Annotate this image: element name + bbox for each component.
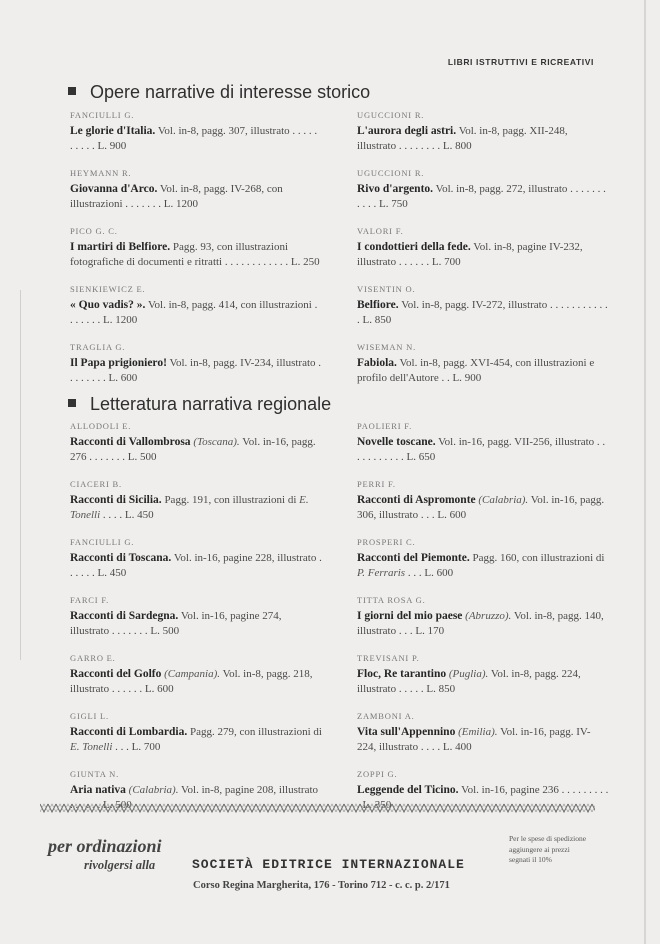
book-title: Fabiola.: [357, 357, 397, 369]
book-details: Pagg. 160, con illustrazioni di: [472, 552, 605, 564]
book-description: [357, 667, 609, 696]
book-author: TRAGLIA G.: [70, 342, 126, 352]
book-region: (Campania).: [164, 668, 221, 680]
book-description: [357, 182, 609, 211]
book-author: FARCI F.: [70, 595, 110, 605]
book-entry: [70, 342, 322, 400]
book-description: [357, 356, 609, 385]
book-entry: [357, 769, 609, 827]
book-price: 250: [303, 255, 320, 268]
book-details: Vol. in-16, pagine 228, illustrato . . . . . . L.: [70, 552, 322, 579]
publisher-address: Corso Regina Margherita, 176 - Torino 712 - c. c. p. 2/171: [193, 880, 450, 891]
book-description: [70, 667, 322, 696]
book-entry: [70, 421, 322, 479]
binding-margin: [0, 290, 21, 660]
book-author: PERRI F.: [357, 479, 396, 489]
book-price: 1200: [115, 313, 138, 326]
book-title: Il Papa prigioniero!: [70, 357, 167, 369]
book-author: GIGLI L.: [70, 711, 109, 721]
book-entry: [357, 479, 609, 537]
book-title: Racconti di Lombardia.: [70, 726, 188, 738]
book-price: 900: [464, 371, 482, 384]
book-author: WISEMAN N.: [357, 342, 416, 352]
book-entry: [357, 342, 609, 400]
book-price: 750: [391, 197, 408, 210]
historical-right-column: [357, 110, 609, 400]
book-title: Belfiore.: [357, 299, 399, 311]
book-author: UGUCCIONI R.: [357, 110, 425, 120]
book-entry: [70, 537, 322, 595]
book-entry: [70, 168, 322, 226]
book-author: FANCIULLI G.: [70, 537, 135, 547]
book-details: Vol. in-16, pagg. 276 . . . . . . . L.: [70, 436, 316, 463]
book-author: PAOLIERI F.: [357, 421, 413, 431]
book-description: [357, 551, 609, 580]
book-details: Vol. in-8, pagg. 224, illustrato . . . . . L.: [357, 668, 581, 695]
book-author: VALORI F.: [357, 226, 404, 236]
book-title: Novelle toscane.: [357, 436, 436, 448]
book-title: Rivo d'argento.: [357, 183, 434, 195]
book-description: [70, 609, 322, 638]
book-title: L'aurora degli astri.: [357, 125, 457, 137]
book-entry: [357, 421, 609, 479]
book-entry: [357, 110, 609, 168]
book-price: 600: [449, 508, 467, 521]
section-title-text: Opere narrative di interesse storico: [90, 82, 371, 102]
book-price: 800: [455, 139, 472, 152]
book-illustrator: E. Tonelli: [70, 740, 113, 753]
book-description: [357, 609, 609, 638]
book-entry: [70, 653, 322, 711]
book-details: Vol. in-16, pagine 274, illustrato . . . . . . . L.: [70, 610, 282, 637]
book-details: Vol. in-16, pagine 236 . . . . . . . . .: [461, 784, 609, 796]
book-region: (Calabria).: [128, 784, 179, 796]
book-title: Vita sull'Appennino: [357, 726, 456, 738]
book-price: 850: [438, 682, 456, 695]
book-title: Leggende del Ticino.: [357, 784, 459, 796]
book-entry: [357, 537, 609, 595]
book-description: [357, 435, 609, 464]
book-title: Racconti del Golfo: [70, 668, 162, 680]
book-title: Racconti di Toscana.: [70, 552, 172, 564]
book-title: Racconti di Sicilia.: [70, 494, 162, 506]
book-description: [70, 240, 322, 269]
book-author: ZOPPI G.: [357, 769, 398, 779]
regional-left-column: [70, 421, 322, 827]
book-price: 500: [139, 450, 157, 463]
book-description: [70, 725, 322, 754]
book-description: [70, 551, 322, 580]
book-entry: [357, 284, 609, 342]
book-description: [70, 124, 322, 153]
book-description: [357, 124, 609, 153]
section-title-historical: [68, 82, 370, 103]
historical-left-column: [70, 110, 322, 400]
book-price: 450: [137, 508, 154, 521]
book-author: PICO G. C.: [70, 226, 118, 236]
book-title: Racconti di Sardegna.: [70, 610, 179, 622]
book-author: PROSPERI C.: [357, 537, 416, 547]
book-details: Vol. in-8, pagg. XII-248, illustrato . . . . . . . . L.: [357, 125, 568, 152]
book-region: (Toscana).: [193, 436, 240, 448]
book-entry: [70, 769, 322, 827]
book-price: 1200: [176, 197, 199, 210]
book-description: [357, 240, 609, 269]
book-price: 600: [157, 682, 174, 695]
book-author: TITTA ROSA G.: [357, 595, 426, 605]
book-details: Vol. in-8, pagg. XVI-454, con illustrazioni e profilo dell'Autore . . L.: [357, 357, 595, 384]
book-author: UGUCCIONI R.: [357, 168, 425, 178]
book-title: Racconti del Piemonte.: [357, 552, 470, 564]
book-price: 850: [374, 313, 392, 326]
decorative-border: [40, 801, 595, 815]
section-title-regional: [68, 394, 331, 415]
book-details: Vol. in-8, pagg. 414, con illustrazioni . . . . . . . L.: [70, 299, 318, 326]
book-region: (Calabria).: [478, 494, 529, 506]
book-description: [70, 435, 322, 464]
book-details: Pagg. 191, con illustrazioni di: [164, 494, 297, 506]
book-details: Vol. in-16, pagg. VII-256, illustrato . . . . . . . . . . . L.: [357, 436, 606, 463]
book-entry: [70, 110, 322, 168]
publisher-name: SOCIETÀ EDITRICE INTERNAZIONALE: [192, 857, 465, 872]
book-details-continued: . . . L.: [115, 740, 142, 753]
book-author: VISENTIN O.: [357, 284, 416, 294]
book-price: 700: [444, 255, 461, 268]
book-entry: [357, 653, 609, 711]
book-author: GARRO E.: [70, 653, 116, 663]
page-edge: [644, 0, 646, 944]
book-author: SIENKIEWICZ E.: [70, 284, 146, 294]
book-price: 700: [143, 740, 161, 753]
book-author: HEYMANN R.: [70, 168, 132, 178]
book-details: Vol. in-16, pagg. IV-224, illustrato . . . . L.: [357, 726, 591, 753]
book-title: Le glorie d'Italia.: [70, 125, 156, 137]
book-entry: [70, 284, 322, 342]
book-description: [70, 493, 322, 522]
book-entry: [357, 595, 609, 653]
book-price: 900: [109, 139, 127, 152]
book-entry: [357, 226, 609, 284]
book-region: (Emilia).: [458, 726, 498, 738]
book-region: (Puglia).: [448, 668, 489, 680]
book-price: 600: [436, 566, 454, 579]
book-region: (Abruzzo).: [465, 610, 512, 622]
book-details: Vol. in-8, pagine 208, illustrato: [181, 784, 319, 796]
book-description: [70, 356, 322, 385]
book-entry: [357, 711, 609, 769]
book-details: Vol. in-16, pagg. 306, illustrato . . . L.: [357, 494, 605, 521]
book-details: Vol. in-8, pagg. IV-268, con illustrazioni . . . . . . . L.: [70, 183, 283, 210]
book-title: I condottieri della fede.: [357, 241, 471, 253]
book-details: Pagg. 93, con illustrazioni fotografiche di documenti e ritratti . . . . . . . . . . . . L.: [70, 241, 301, 268]
book-author: ZAMBONI A.: [357, 711, 415, 721]
order-instruction-line2: rivolgersi alla: [84, 858, 156, 872]
book-price: 600: [120, 371, 138, 384]
book-details-continued: . . . . L.: [102, 508, 135, 521]
book-title: Racconti di Aspromonte: [357, 494, 476, 506]
book-title: I giorni del mio paese: [357, 610, 463, 622]
book-entry: [357, 168, 609, 226]
book-entry: [70, 226, 322, 284]
book-details: Pagg. 279, con illustrazioni di: [190, 726, 322, 738]
book-details: Vol. in-8, pagg. 140, illustrato . . . L.: [357, 610, 604, 637]
book-entry: [70, 479, 322, 537]
book-details: Vol. in-8, pagine IV-232, illustrato . . . . . . L.: [357, 241, 583, 268]
book-price: 500: [162, 624, 180, 637]
book-price: 450: [109, 566, 127, 579]
book-description: [357, 298, 609, 327]
book-description: [70, 182, 322, 211]
book-illustrator: E. Tonelli: [70, 494, 309, 521]
running-head: LIBRI ISTRUTTIVI E RICREATIVI: [447, 57, 594, 67]
book-description: [70, 298, 322, 327]
book-price: 170: [427, 624, 445, 637]
book-title: I martiri di Belfiore.: [70, 241, 171, 253]
book-illustrator: P. Ferraris: [357, 566, 406, 579]
book-author: GIUNTA N.: [70, 769, 120, 779]
book-title: Floc, Re tarantino: [357, 668, 447, 680]
book-author: TREVISANI P.: [357, 653, 420, 663]
section-bullet: [68, 87, 76, 95]
book-author: FANCIULLI G.: [70, 110, 135, 120]
book-author: ALLODOLI E.: [70, 421, 132, 431]
book-details: Vol. in-8, pagg. IV-234, illustrato . . . . . . . . L.: [70, 357, 322, 384]
book-description: [357, 493, 609, 522]
book-author: CIACERI B.: [70, 479, 122, 489]
shipping-note: Per le spese di spedizione aggiungere ai prezzi segnati il 10%: [509, 834, 587, 864]
book-details: Vol. in-8, pagg. 307, illustrato . . . . . . . . . . L.: [70, 125, 318, 152]
book-details-continued: . . . L.: [407, 566, 434, 579]
book-price: 650: [418, 450, 436, 463]
order-instruction-line1: per ordinazioni: [48, 836, 162, 856]
book-entry: [70, 595, 322, 653]
section-bullet: [68, 399, 76, 407]
book-price: 400: [455, 740, 472, 753]
book-details: Vol. in-8, pagg. 272, illustrato . . . . . . . . . . . L.: [357, 183, 606, 210]
section-title-text: Letteratura narrativa regionale: [90, 394, 332, 414]
book-title: Racconti di Vallombrosa: [70, 436, 191, 448]
book-description: [357, 725, 609, 754]
regional-right-column: [357, 421, 609, 827]
book-details: Vol. in-8, pagg. 218, illustrato . . . . . . L.: [70, 668, 313, 695]
book-title: « Quo vadis? ».: [70, 299, 146, 311]
book-title: Aria nativa: [70, 784, 126, 796]
book-details: Vol. in-8, pagg. IV-272, illustrato . . . . . . . . . . . . L.: [357, 299, 608, 326]
book-entry: [70, 711, 322, 769]
book-title: Giovanna d'Arco.: [70, 183, 158, 195]
